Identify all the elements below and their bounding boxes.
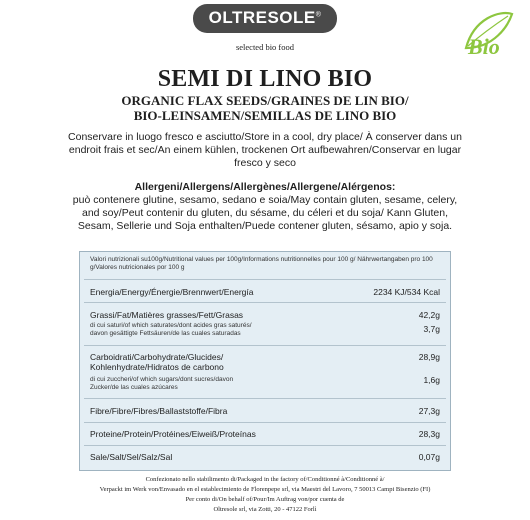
fat-value: 42,2g (418, 310, 440, 320)
product-title: SEMI DI LINO BIO (157, 66, 373, 92)
manufacturer-line4: Oltresole srl, via Zotti, 20 - 47122 Forlì (213, 506, 317, 513)
allergens-text: può contenere glutine, sesamo, sedano e soia/May contain gluten, sesame, celery, and soy/Peut contenir du gluten, du sésame, du céleri et du soja/ Kann Gluten, Sesam, Sellerie und Soja enthalten/Puede contener gluten, sésamo, apio y soja. (72, 194, 458, 232)
storage-instructions: Conservare in luogo fresco e asciutto/Store in a cool, dry place/ À conserver dans un endroit frais et sec/An einem kühlen, trockenen Ort aufbewahren/Conservar en lugar fresco y seco (68, 131, 462, 169)
nutrition-header: Valori nutrizionali su100g/Nutritional values per 100g/Informations nutritionnelles pour 100 g/ Nährwertangaben pro 100 g/Valores nutricionales por 100 g (90, 256, 433, 271)
sugars-value: 1,6g (423, 375, 440, 385)
bio-stamp-text: Bio (468, 34, 500, 59)
bio-leaf-icon (460, 8, 516, 62)
brand-logo-text: OLTRESOLE (208, 8, 316, 27)
brand-logo-pill (193, 4, 338, 33)
nutrition-divider (84, 422, 446, 423)
nutrition-divider (84, 398, 446, 399)
saturates-label-line2: davon gesättigte Fettsäuren/de las cuales saturadas (90, 330, 241, 337)
energy-label: Energia/Energy/Énergie/Brennwert/Energía (90, 287, 254, 297)
sugars-label-line1: di cui zuccheri/of which sugars/dont sucres/davon (90, 376, 234, 383)
trademark-symbol: ® (315, 11, 322, 19)
manufacturer-info (0, 475, 530, 515)
allergens-heading: Allergeni/Allergens/Allergènes/Allergene/Alérgenos: (134, 181, 396, 193)
product-subtitle (0, 93, 530, 123)
nutrition-table (79, 251, 451, 471)
salt-label: Sale/Salt/Sel/Salz/Sal (90, 452, 173, 462)
product-subtitle-line2: BIO-LEINSAMEN/SEMILLAS DE LINO BIO (133, 108, 397, 123)
nutrition-divider (84, 345, 446, 346)
fat-label: Grassi/Fat/Matières grasses/Fett/Grasas (90, 310, 244, 320)
manufacturer-line1: Confezionato nello stabilimento di/Packaged in the factory of/Conditionné à/Conditionné à/ (145, 476, 385, 483)
carbohydrate-label-line1: Carboidrati/Carbohydrate/Glucides/ (90, 352, 224, 362)
saturates-label-line1: di cui saturi/of which saturates/dont acides gras saturés/ (90, 322, 252, 329)
brand-tagline: selected bio food (235, 42, 295, 52)
carbohydrate-value: 28,9g (418, 352, 440, 362)
manufacturer-line3: Per conto di/On behalf of/Pour/Im Auftrag von/por cuenta de (185, 496, 345, 503)
protein-value: 28,3g (418, 429, 440, 439)
salt-value: 0,07g (418, 452, 440, 462)
nutrition-divider (84, 279, 446, 280)
brand-logo (0, 4, 530, 33)
energy-value: 2234 KJ/534 Kcal (373, 287, 440, 297)
protein-label: Proteine/Protein/Protéines/Eiweiß/Proteínas (90, 429, 256, 439)
nutrition-divider (84, 302, 446, 303)
manufacturer-line2: Verpackt im Werk von/Envasado en el establecimiento de Florenpepe srl, via Maestri del Lavoro, 7 50013 Campi Bisenzio (FI) (99, 486, 431, 493)
sugars-label-line2: Zucker/de las cuales azúcares (90, 384, 178, 391)
fibre-value: 27,3g (418, 406, 440, 416)
fibre-label: Fibre/Fibre/Fibres/Ballaststoffe/Fibra (90, 406, 228, 416)
saturates-value: 3,7g (423, 324, 440, 334)
nutrition-divider (84, 445, 446, 446)
carbohydrate-label-line2: Kohlenhydrate/Hidratos de carbono (90, 362, 224, 372)
product-subtitle-line1: ORGANIC FLAX SEEDS/GRAINES DE LIN BIO/ (121, 93, 409, 108)
